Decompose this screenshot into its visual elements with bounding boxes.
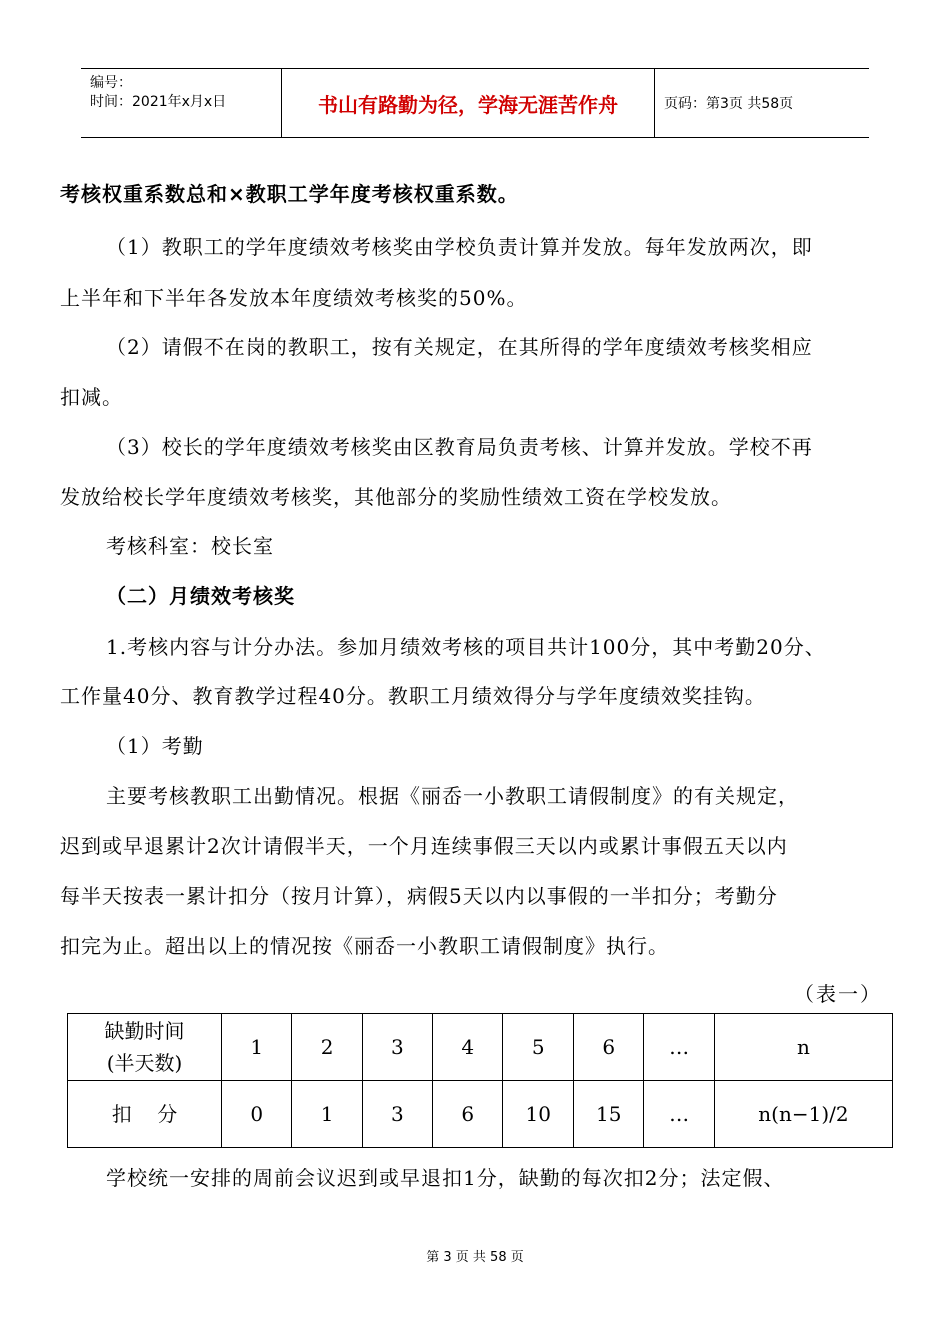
absence-label: 缺勤时间 bbox=[104, 1019, 185, 1043]
table-cell: 1 bbox=[292, 1081, 362, 1148]
table-cell: n(n−1)/2 bbox=[714, 1081, 892, 1148]
paragraph-line: 发放给校长学年度绩效考核奖，其他部分的奖励性绩效工资在学校发放。 bbox=[60, 485, 732, 509]
header-page-info: 页码：第3页 共58页 bbox=[664, 96, 794, 112]
table-cell: 6 bbox=[433, 1081, 503, 1148]
page-header bbox=[81, 68, 869, 138]
table-cell: 15 bbox=[573, 1081, 644, 1148]
table-cell: 3 bbox=[362, 1081, 432, 1148]
paragraph-line: （3）校长的学年度绩效考核奖由区教育局负责考核、计算并发放。学校不再 bbox=[106, 435, 813, 459]
table-caption: （表一） bbox=[794, 982, 882, 1006]
table-cell: n bbox=[714, 1014, 892, 1081]
table-row-header bbox=[68, 1014, 222, 1081]
table-cell: 5 bbox=[503, 1014, 574, 1081]
table-cell: 1 bbox=[222, 1014, 292, 1081]
table-cell: 6 bbox=[573, 1014, 644, 1081]
section-heading: （二）月绩效考核奖 bbox=[106, 584, 295, 608]
table-row bbox=[68, 1081, 893, 1148]
table-cell: 10 bbox=[503, 1081, 574, 1148]
deduction-table bbox=[67, 1013, 893, 1148]
paragraph-line: 考核权重系数总和×教职工学年度考核权重系数。 bbox=[60, 182, 519, 206]
paragraph-line: 上半年和下半年各发放本年度绩效考核奖的50%。 bbox=[60, 286, 528, 310]
subsection-heading: （1）考勤 bbox=[106, 734, 204, 758]
paragraph-line: 学校统一安排的周前会议迟到或早退扣1分，缺勤的每次扣2分；法定假、 bbox=[106, 1166, 785, 1190]
paragraph-line: 1.考核内容与计分办法。参加月绩效考核的项目共计100分，其中考勤20分、 bbox=[106, 635, 826, 659]
header-motto: 书山有路勤为径，学海无涯苦作舟 bbox=[281, 69, 655, 137]
paragraph-line: 工作量40分、教育教学过程40分。教职工月绩效得分与学年度绩效奖挂钩。 bbox=[60, 684, 766, 708]
absence-unit-label: (半天数) bbox=[106, 1051, 183, 1075]
paragraph-line: （1）教职工的学年度绩效考核奖由学校负责计算并发放。每年发放两次，即 bbox=[106, 235, 813, 259]
paragraph-line: （2）请假不在岗的教职工，按有关规定，在其所得的学年度绩效考核奖相应 bbox=[106, 335, 813, 359]
paragraph-line: 扣完为止。超出以上的情况按《丽岙一小教职工请假制度》执行。 bbox=[60, 934, 669, 958]
paragraph-line: 考核科室：校长室 bbox=[106, 534, 274, 558]
paragraph-line: 主要考核教职工出勤情况。根据《丽岙一小教职工请假制度》的有关规定， bbox=[106, 784, 799, 808]
doc-number-label: 编号： bbox=[90, 75, 132, 91]
paragraph-line: 扣减。 bbox=[60, 385, 123, 409]
table-cell: 3 bbox=[362, 1014, 432, 1081]
table-cell: … bbox=[644, 1081, 714, 1148]
table-cell: 4 bbox=[433, 1014, 503, 1081]
page-footer: 第 3 页 共 58 页 bbox=[426, 1250, 524, 1265]
table-row-header: 扣 分 bbox=[68, 1081, 222, 1148]
table-cell: 2 bbox=[292, 1014, 362, 1081]
paragraph-line: 迟到或早退累计2次计请假半天，一个月连续事假三天以内或累计事假五天以内 bbox=[60, 834, 788, 858]
doc-time-label: 时间：2021年x月x日 bbox=[90, 94, 227, 110]
table-cell: 0 bbox=[222, 1081, 292, 1148]
table-row bbox=[68, 1014, 893, 1081]
paragraph-line: 每半天按表一累计扣分（按月计算），病假5天以内以事假的一半扣分；考勤分 bbox=[60, 884, 778, 908]
table-cell: … bbox=[644, 1014, 714, 1081]
header-left bbox=[81, 69, 281, 137]
